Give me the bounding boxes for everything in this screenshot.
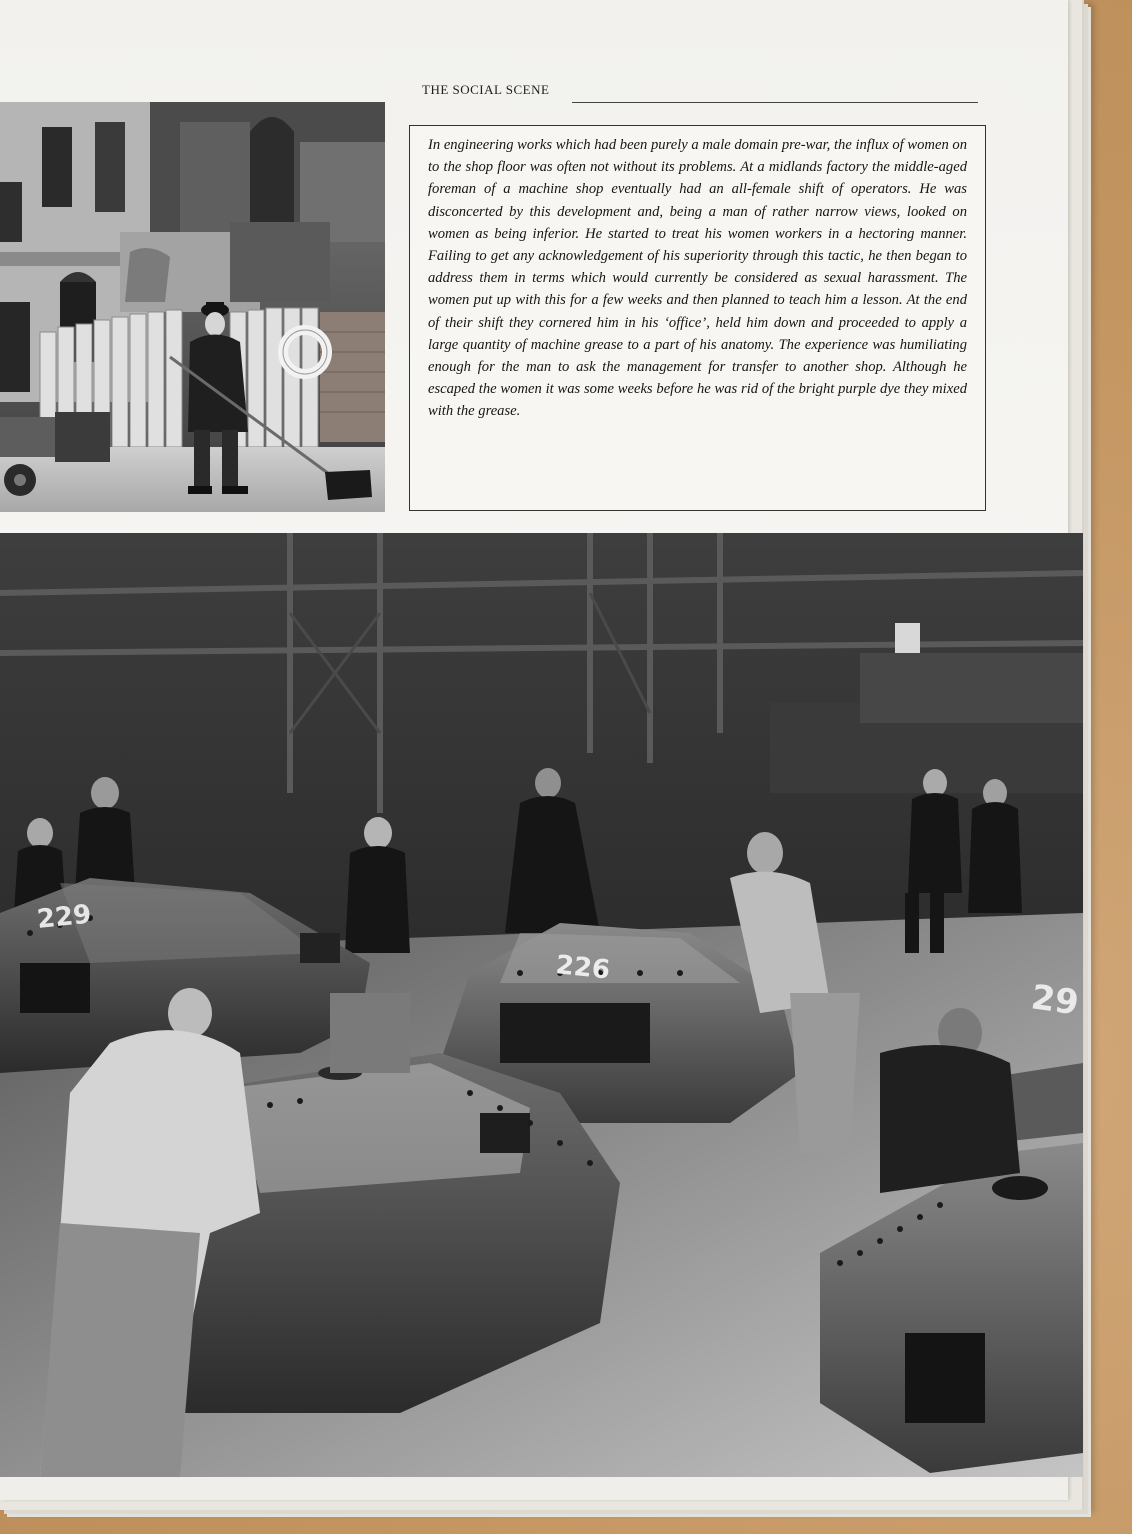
sidebar-text: In engineering works which had been purely a male domain pre-war, the influx of women on to the shop floor was often not without its problems. At a midlands factory the middle-aged foreman of a machine shop eventually had an all-female shift of operators. He was disconcerted by this development and, being a man of rather narrow views, looked on women as being inferior. He started to treat his women workers in a hectoring manner. Failing to get any acknowledgement of his superiority through this tactic, he then began to address them in terms which would currently be considered as sexual harassment. The women put up with this for a few weeks and then planned to teach him a lesson. At the end of their shift they cornered him in his ‘office’, held him down and proceeded to apply a large quantity of machine grease to a part of his anatomy. The experience was humiliating enough for the man to ask the management for transfer to another shop. Although he escaped the women it was some weeks before he was rid of the bright purple dye they mixed with the grease. [428,137,967,420]
street-sweeper-photo [0,102,385,512]
armoured-car-factory-photo [0,533,1083,1477]
hull-number-left: 229 [35,899,93,935]
hull-number-right: 29 [1028,977,1082,1024]
running-head-rule [572,102,978,103]
running-head: THE SOCIAL SCENE [422,82,550,97]
sidebar-anecdote-box [409,125,986,511]
hull-number-center: 226 [554,950,612,986]
